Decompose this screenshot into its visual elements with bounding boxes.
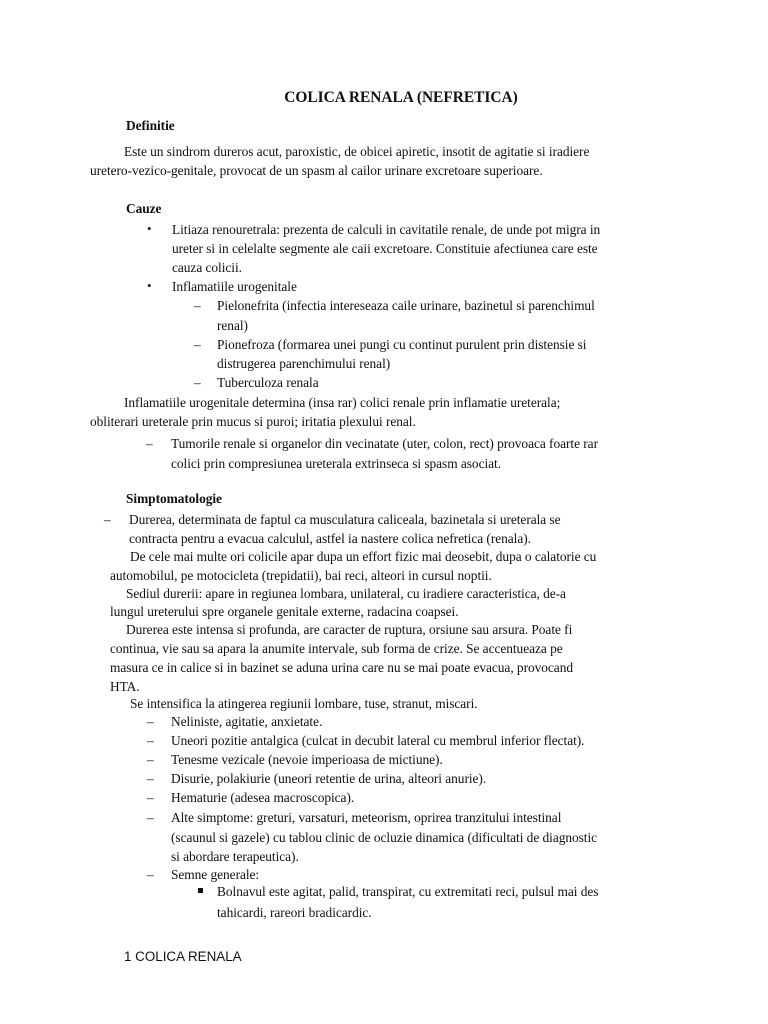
dash-marker: – [147,790,154,805]
cauze-subitem-line: Pionefroza (formarea unei pungi cu continut purulent prin distensie si [217,337,587,352]
dash-marker: – [147,752,154,767]
simptom-list-item: Tenesme vezicale (nevoie imperioasa de mictiune). [171,752,443,767]
dash-marker: – [147,771,154,786]
simptom-list-item: Uneori pozitie antalgica (culcat in decubit lateral cu membrul inferior flectat). [171,733,585,748]
simptom-subitem-line: tahicardi, rareori bradicardic. [217,905,372,920]
simptom-paragraph-line: lungul ureterului spre organele genitale externe, radacina coapsei. [110,604,459,619]
page-footer: 1 COLICA RENALA [124,949,242,964]
simptom-paragraph-line: masura ce in calice si in bazinet se aduna urina care nu se mai poate evacua, provocand [110,660,573,675]
cauze-tumori-line: colici prin compresiunea ureterala extrinseca si spasm asociat. [171,456,501,471]
simptom-paragraph-line: De cele mai multe ori colicile apar dupa un effort fizic mai deosebit, dupa o calatorie cu [130,549,597,564]
section-heading-simptomatologie: Simptomatologie [126,491,222,506]
dash-marker: – [194,337,201,352]
dash-marker: – [194,298,201,313]
cauze-subitem-line: distrugerea parenchimului renal) [217,356,391,371]
simptom-durere-line: Durerea, determinata de faptul ca musculatura caliceala, bazinetala si ureterala se [129,512,561,527]
page-title: COLICA RENALA (NEFRETICA) [284,89,518,106]
simptom-list-item: Hematurie (adesea macroscopica). [171,790,355,805]
simptom-durere-line: contracta pentru a evacua calculul, astfel ia nastere colica nefretica (renala). [129,531,531,546]
definitie-line: uretero-vezico-genitale, provocat de un spasm al cailor urinare excretoare superioare. [90,163,543,178]
simptom-paragraph-line: continua, vie sau sa apara la anumite intervale, sub forma de crize. Se accentueaza pe [110,641,563,656]
cauze-subitem-line: renal) [217,318,248,333]
simptom-list-item: si abordare terapeutica). [171,849,299,864]
simptom-paragraph-line: Sediul durerii: apare in regiunea lombara, unilateral, cu iradiere caracteristica, de-a [126,586,566,601]
dash-marker: – [147,733,154,748]
cauze-tumori-line: Tumorile renale si organelor din vecinatate (uter, colon, rect) provoaca foarte rar [171,436,598,451]
cauze-item-line: Litiaza renouretrala: prezenta de calculi in cavitatile renale, de unde pot migra in [172,222,601,237]
simptom-paragraph-line: Se intensifica la atingerea regiunii lombare, tuse, stranut, miscari. [130,696,478,711]
simptom-list-item: (scaunul si gazele) cu tablou clinic de ocluzie dinamica (dificultati de diagnostic [171,830,598,845]
section-heading-cauze: Cauze [126,201,162,216]
cauze-item-line: Inflamatiile urogenitale [172,279,297,294]
simptom-list-item: Semne generale: [171,867,260,882]
section-heading-definitie: Definitie [126,118,175,133]
dash-marker: – [104,512,111,527]
cauze-item-line: cauza colicii. [172,260,242,275]
definitie-line: Este un sindrom dureros acut, paroxistic, de obicei apiretic, insotit de agitatie si iradiere [124,144,590,159]
dash-marker: – [194,375,201,390]
cauze-subitem-line: Tuberculoza renala [217,375,319,390]
square-bullet-icon [198,888,203,893]
simptom-paragraph-line: automobilul, pe motocicleta (trepidatii), bai reci, alteori in cursul noptii. [110,568,492,583]
cauze-paragraph-line: obliterari ureterale prin mucus si puroi; iritatia plexului renal. [90,414,416,429]
dash-marker: – [146,436,153,451]
simptom-paragraph-line: HTA. [110,679,140,694]
bullet-dot: • [147,278,152,293]
dash-marker: – [147,714,154,729]
simptom-list-item: Disurie, polakiurie (uneori retentie de urina, alteori anurie). [171,771,487,786]
cauze-paragraph-line: Inflamatiile urogenitale determina (insa rar) colici renale prin inflamatie ureterala; [124,395,561,410]
cauze-item-line: ureter si in celelalte segmente ale caii excretoare. Constituie afectiunea care este [172,241,598,256]
dash-marker: – [147,810,154,825]
cauze-subitem-line: Pielonefrita (infectia intereseaza caile urinare, bazinetul si parenchimul [217,298,595,313]
simptom-paragraph-line: Durerea este intensa si profunda, are caracter de ruptura, orsiune sau arsura. Poate fi [126,622,573,637]
simptom-subitem-line: Bolnavul este agitat, palid, transpirat, cu extremitati reci, pulsul mai des [217,884,599,899]
bullet-dot: • [147,221,152,236]
dash-marker: – [147,867,154,882]
simptom-list-item: Neliniste, agitatie, anxietate. [171,714,323,729]
simptom-list-item: Alte simptome: greturi, varsaturi, meteorism, oprirea tranzitului intestinal [171,810,562,825]
